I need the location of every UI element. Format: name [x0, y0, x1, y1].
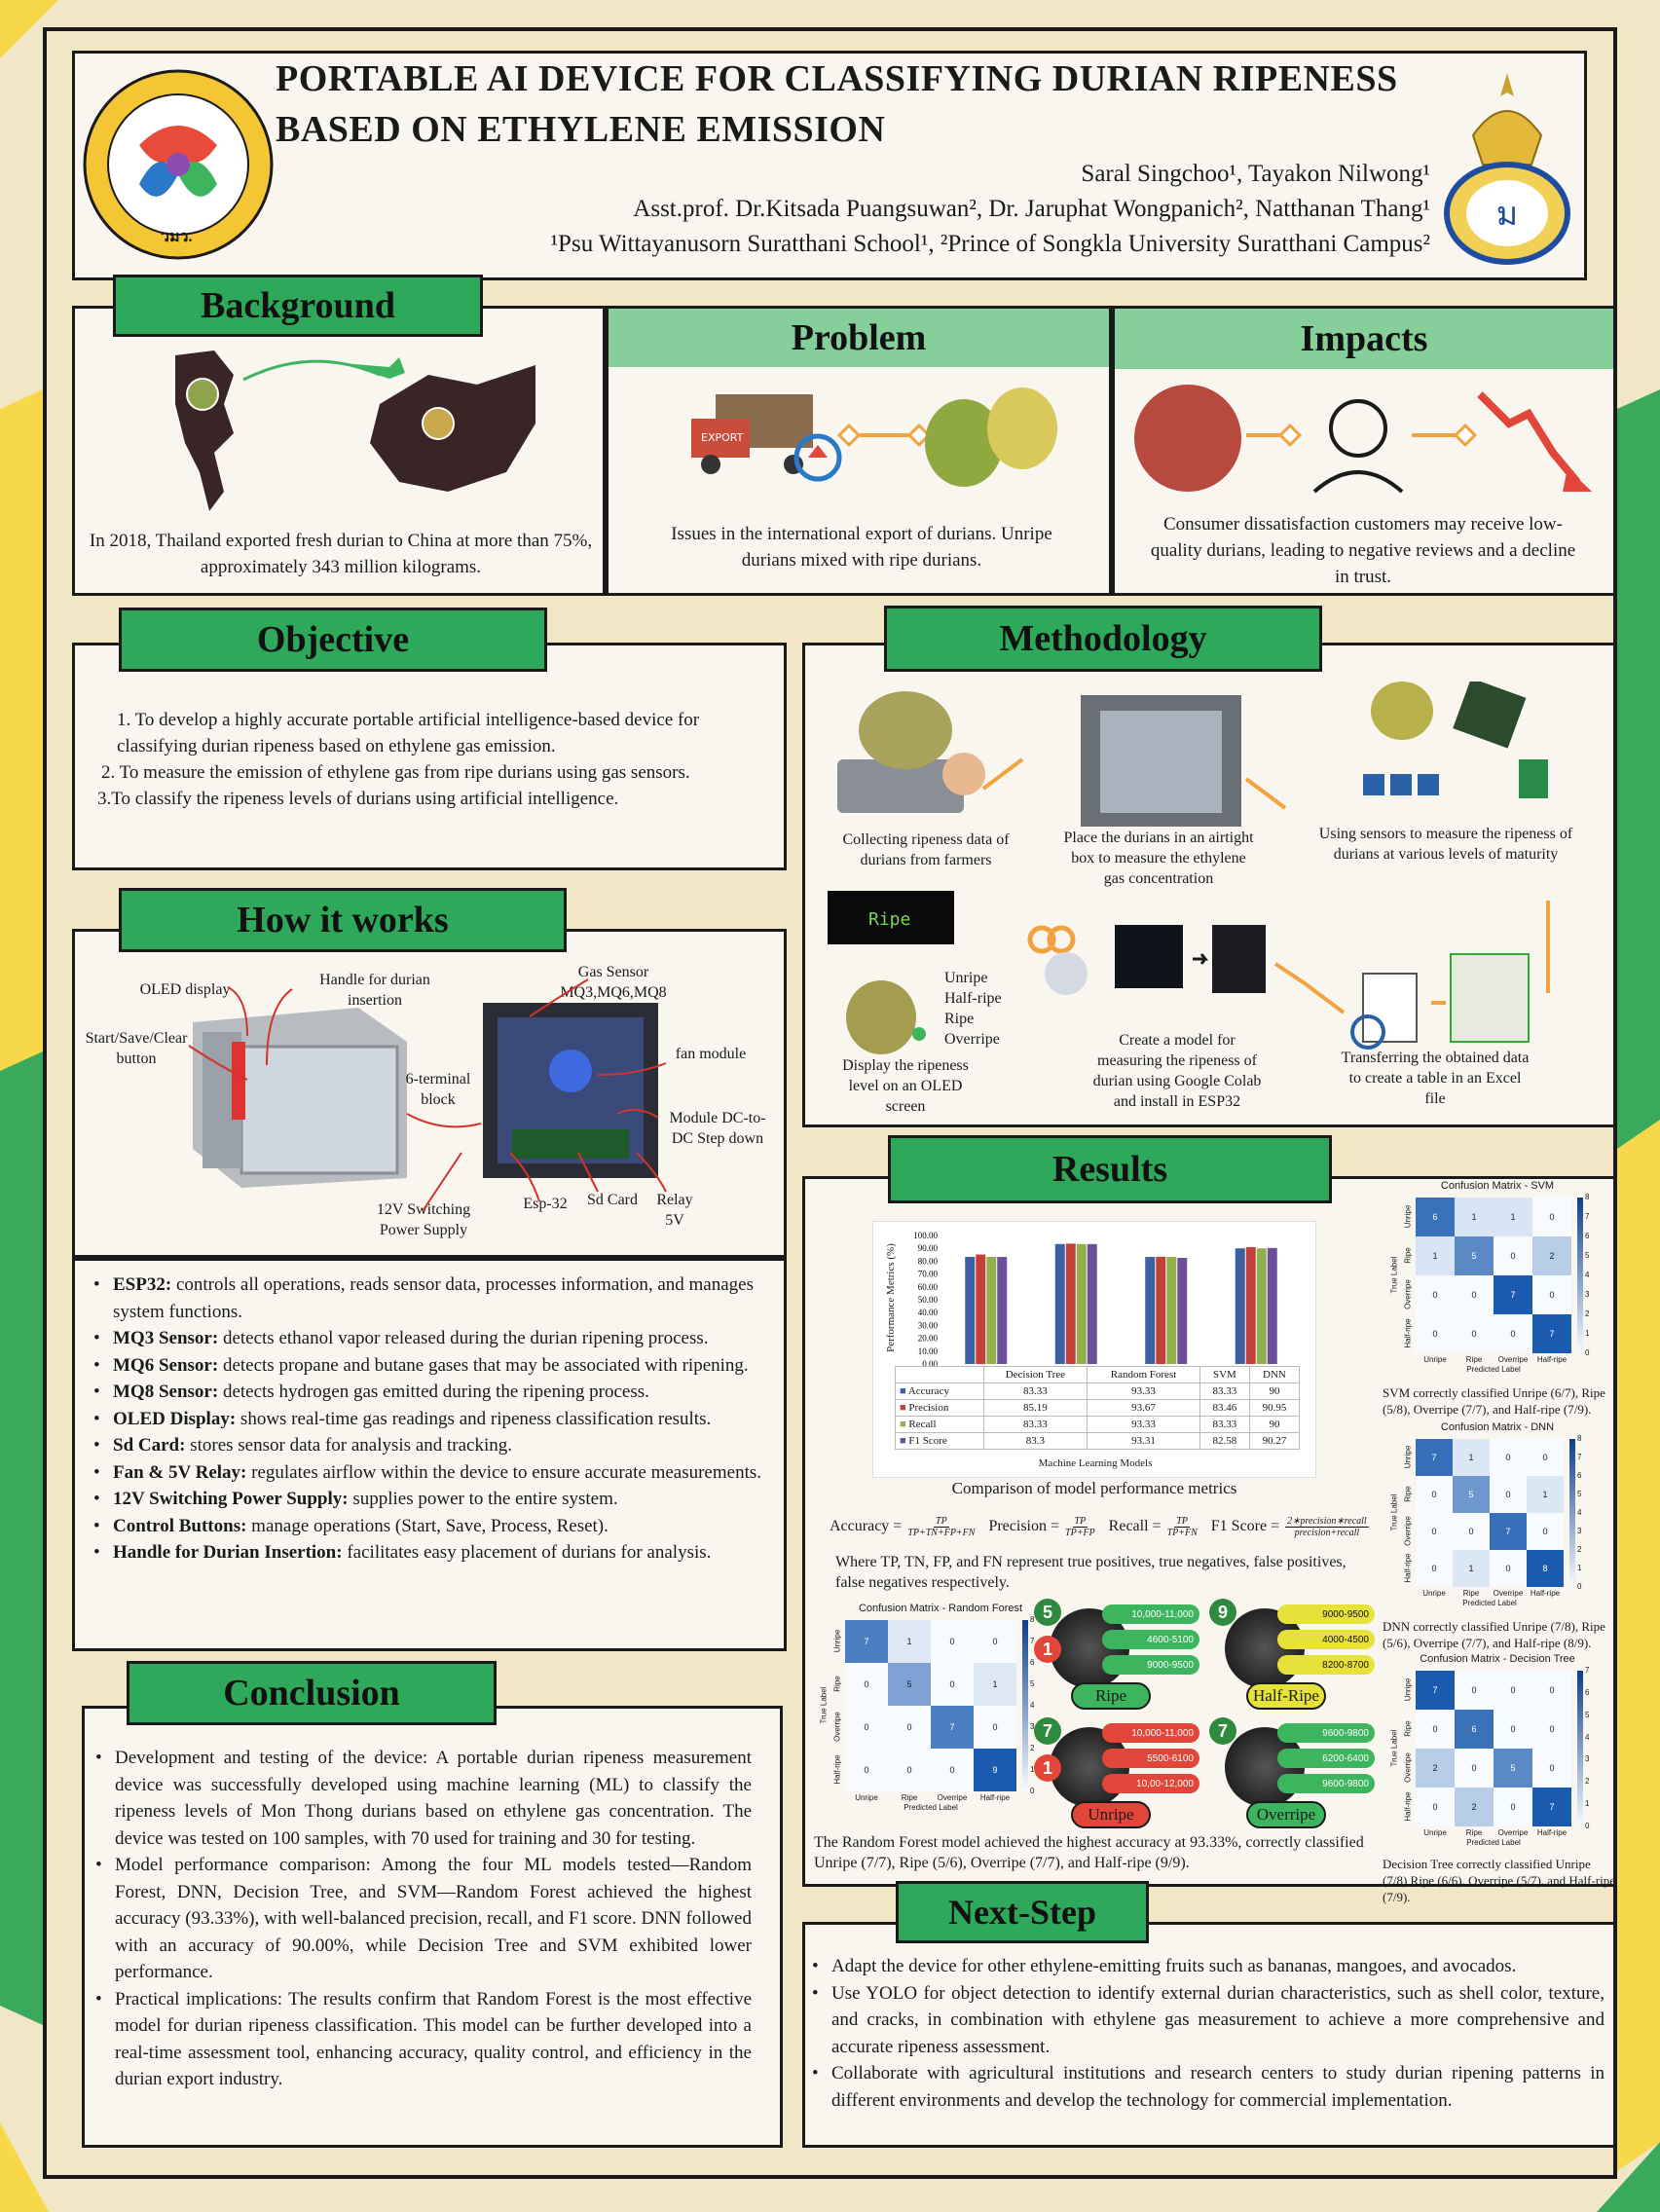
next-step-item: • Use YOLO for object detection to identify external durian characteristics, such as shell color, texture, and cracks, in combination with ethylene gas measurement to achieve a more comprehensive and accurate ripeness assessment.: [810, 1980, 1605, 2061]
table-row: ■ F1 Score 83.3 93.31 82.58 90.27: [896, 1433, 1300, 1450]
cm-x-tick: Half-ripe: [979, 1793, 1011, 1802]
cm-y-tick: Half-ripe: [832, 1754, 842, 1785]
cm-cell: 1: [1455, 1198, 1494, 1236]
cm-x-tick: Unripe: [1423, 1355, 1447, 1364]
gas-reading-cards: [1032, 1597, 1383, 1830]
ripeness-label: Unripe: [1071, 1801, 1151, 1828]
cm-colorbar-tick: 5: [1030, 1679, 1035, 1688]
cm-cell: 0: [845, 1749, 888, 1791]
cm-cell: 7: [1416, 1439, 1453, 1476]
ripeness-level: Ripe: [944, 1011, 975, 1027]
rf-caption: The Random Forest model achieved the highest accuracy at 93.33%, correctly classified Unripe (7/7), Ripe (5/6), Overripe (7/7), and Half-ripe (9/9).: [814, 1834, 1364, 1871]
y-tick-label: 100.00: [913, 1231, 938, 1240]
gas-card-unripe: [1032, 1715, 1205, 1830]
table-header: Random Forest: [1088, 1367, 1200, 1383]
cm-colorbar-tick: 2: [1585, 1309, 1590, 1318]
cm-ylabel: True Label: [1389, 1493, 1399, 1531]
label-oled-display: OLED display: [139, 981, 231, 998]
y-tick-label: 70.00: [917, 1269, 938, 1279]
confusion-matrix-svm: [1384, 1180, 1610, 1384]
objective-list: [97, 707, 769, 812]
logo-caption: วมว.: [161, 229, 193, 245]
badge-count: 9: [1209, 1599, 1236, 1626]
formula-note: Where TP, TN, FP, and FN represent true positives, true negatives, false positives, false negatives respectively.: [835, 1554, 1346, 1591]
methodology-heading: Methodology: [884, 606, 1322, 672]
bar-f1-score: [1088, 1244, 1097, 1364]
gas-range: 9000-9500: [1102, 1655, 1199, 1675]
cm-cell: 0: [1416, 1314, 1455, 1353]
method-step-5: Create a model for measuring the ripeness of durian using Google Colab and install in ESP32: [1092, 1032, 1262, 1110]
cm-ylabel: True Label: [1389, 1256, 1399, 1294]
cm-cell: 5: [1453, 1476, 1490, 1513]
gas-card-half-ripe: [1207, 1597, 1381, 1712]
cm-cell: 0: [1532, 1198, 1571, 1236]
cm-x-tick: Ripe: [1465, 1828, 1483, 1837]
ripeness-label: Ripe: [1071, 1682, 1151, 1710]
cm-cell: 0: [1532, 1749, 1571, 1788]
cm-y-tick: Overripe: [1403, 1752, 1413, 1783]
cm-title: Confusion Matrix - DNN: [1440, 1421, 1555, 1433]
cm-x-tick: Unripe: [1422, 1589, 1446, 1598]
bar-f1-score: [1177, 1258, 1187, 1364]
authors-line2: Asst.prof. Dr.Kitsada Puangsuwan², Dr. Jaruphat Wongpanich², Natthanan Thang¹: [633, 196, 1430, 222]
cm-cell: 0: [1494, 1236, 1532, 1275]
cm-cell: 0: [1490, 1476, 1527, 1513]
cm-cell: 0: [1416, 1788, 1455, 1826]
cm-y-tick: Unripe: [1403, 1204, 1413, 1229]
y-tick-label: 30.00: [917, 1320, 938, 1331]
cm-x-tick: Unripe: [1423, 1828, 1447, 1837]
table-row: ■ Recall 83.33 93.33 83.33 90: [896, 1417, 1300, 1433]
y-tick-label: 60.00: [917, 1281, 938, 1292]
label-handle: Handle for durian insertion: [319, 972, 430, 1009]
confusion-matrix-decision-tree: [1384, 1653, 1610, 1854]
y-tick-label: 40.00: [917, 1308, 938, 1318]
label-power-supply: 12V Switching Power Supply: [376, 1201, 471, 1238]
impacts-text: Consumer dissatisfaction customers may receive low-quality durians, leading to negative reviews and a decline in trust.: [1150, 514, 1576, 587]
cm-cell: 0: [845, 1706, 888, 1749]
impacts-illustration: [1120, 375, 1606, 501]
cm-colorbar-tick: 6: [1585, 1232, 1590, 1240]
problem-heading: Problem: [609, 309, 1109, 367]
cm-cell: 0: [1416, 1476, 1453, 1513]
cm-colorbar-tick: 0: [1577, 1582, 1582, 1591]
objective-item: 3.To classify the ripeness levels of durians using artificial intelligence.: [97, 789, 619, 809]
cm-colorbar-tick: 5: [1585, 1251, 1590, 1260]
y-tick-label: 0.00: [922, 1359, 938, 1369]
cm-cell: 0: [1532, 1671, 1571, 1710]
cm-colorbar-tick: 1: [1585, 1799, 1590, 1809]
cm-cell: 0: [1453, 1513, 1490, 1550]
label-terminal-block: 6-terminal block: [405, 1071, 471, 1108]
cm-x-tick: Ripe: [901, 1793, 918, 1802]
next-step-list: [810, 1953, 1605, 2114]
cm-cell: 7: [845, 1620, 888, 1663]
cm-cell: 0: [1490, 1439, 1527, 1476]
cm-colorbar-tick: 2: [1030, 1744, 1035, 1752]
cm-colorbar-tick: 8: [1577, 1434, 1582, 1443]
background-heading: Background: [113, 275, 483, 337]
gas-card-ripe: [1032, 1597, 1205, 1712]
gas-card-overripe: [1207, 1715, 1381, 1830]
cm-colorbar-tick: 1: [1030, 1765, 1035, 1774]
component-item: • Control Buttons: manage operations (Start, Save, Process, Reset).: [92, 1513, 773, 1540]
cm-cell: 7: [1416, 1671, 1455, 1710]
metric-formulas: Accuracy = $\frac{TP}{TP+TN+FP+FN}$ Precision = $\frac{TP}{TP+FP}$ Recall = $\frac{TP}{TP+FN}$ F1 Score = 2∗precision∗recall precision+recall: [830, 1515, 1367, 1538]
cm-y-tick: Half-ripe: [1403, 1318, 1413, 1348]
objective-heading: Objective: [119, 608, 547, 672]
cm-cell: 0: [1494, 1671, 1532, 1710]
label-sd-card: Sd Card: [587, 1192, 638, 1208]
badge-count: 1: [1034, 1754, 1061, 1782]
cm-x-tick: Ripe: [1462, 1589, 1480, 1598]
bar-recall: [1257, 1248, 1267, 1364]
cm-colorbar-tick: 1: [1585, 1329, 1590, 1338]
cm-cell: 1: [1494, 1198, 1532, 1236]
cm-y-tick: Overripe: [1403, 1279, 1413, 1309]
thailand-china-map-illustration: [156, 346, 545, 516]
y-tick-label: 80.00: [917, 1256, 938, 1267]
cm-xlabel: Predicted Label: [904, 1803, 958, 1812]
cm-cell: 0: [1455, 1314, 1494, 1353]
cm-colorbar-tick: 4: [1030, 1701, 1035, 1710]
cm-cell: 7: [931, 1706, 974, 1749]
cm-colorbar-tick: 1: [1577, 1564, 1582, 1572]
bar-accuracy: [1145, 1257, 1155, 1364]
bar-f1-score: [1268, 1248, 1277, 1364]
bar-recall: [1077, 1244, 1087, 1364]
cm-y-tick: Half-ripe: [1403, 1791, 1413, 1822]
poster-title-line1: PORTABLE AI DEVICE FOR CLASSIFYING DURIAN RIPENESS: [276, 58, 1398, 99]
bar-chart-card: [872, 1221, 1316, 1478]
problem-text: Issues in the international export of durians. Unripe durians mixed with ripe durians.: [671, 524, 1052, 571]
component-item: • Handle for Durian Insertion: facilitates easy placement of durians for analysis.: [92, 1539, 773, 1567]
bar-precision: [1066, 1243, 1076, 1364]
cm-cell: 0: [845, 1663, 888, 1706]
cm-cell: 0: [1494, 1314, 1532, 1353]
bar-f1-score: [997, 1257, 1007, 1364]
cm-cell: 0: [1494, 1788, 1532, 1826]
cm-xlabel: Predicted Label: [1466, 1838, 1521, 1847]
cm-cell: 0: [931, 1749, 974, 1791]
cm-cell: 1: [1527, 1476, 1564, 1513]
ripeness-label: Overripe: [1246, 1801, 1326, 1828]
how-it-works-heading: How it works: [119, 888, 567, 952]
svg-text:Ripe: Ripe: [868, 909, 911, 930]
conclusion-list: [93, 1745, 752, 2093]
cm-x-tick: Half-ripe: [1536, 1355, 1568, 1364]
label-fan-module: fan module: [675, 1046, 747, 1062]
next-step-heading: Next-Step: [896, 1881, 1149, 1943]
cm-colorbar-tick: 4: [1585, 1732, 1590, 1742]
bar-recall: [986, 1257, 996, 1364]
cm-colorbar-tick: 3: [1030, 1722, 1035, 1731]
bar-accuracy: [1055, 1244, 1065, 1364]
cm-ylabel: True Label: [1389, 1729, 1399, 1767]
cm-xlabel: Predicted Label: [1466, 1365, 1521, 1374]
component-item: • Sd Card: stores sensor data for analysis and tracking.: [92, 1432, 773, 1459]
dt-caption: Decision Tree correctly classified Unripe (7/8) Ripe (6/6), Overripe (5/7), and Half-ripe (7/9).: [1383, 1857, 1615, 1904]
cm-title: Confusion Matrix - Random Forest: [858, 1603, 1023, 1614]
gas-range: 9600-9800: [1277, 1774, 1375, 1793]
cm-colorbar-tick: 7: [1577, 1453, 1582, 1461]
cm-xlabel: Predicted Label: [1462, 1599, 1517, 1607]
cm-cell: 0: [974, 1706, 1016, 1749]
method-step-3: Using sensors to measure the ripeness of durians at various levels of maturity: [1318, 826, 1573, 863]
cm-y-tick: Ripe: [1403, 1720, 1413, 1737]
ripeness-level: Overripe: [944, 1031, 1000, 1048]
component-item: • MQ3 Sensor: detects ethanol vapor released during the durian ripening process.: [92, 1325, 773, 1352]
bar-accuracy: [1236, 1248, 1245, 1364]
gas-range: 4000-4500: [1277, 1630, 1375, 1649]
objective-item: 1. To develop a highly accurate portable artificial intelligence-based device for classifying durian ripeness based on ethylene gas emission.: [117, 710, 700, 756]
cm-colorbar-tick: 3: [1585, 1290, 1590, 1299]
dnn-caption: DNN correctly classified Unripe (7/8), Ripe (5/6), Overripe (7/7), and Half-ripe (8/9).: [1383, 1619, 1605, 1650]
cm-y-tick: Ripe: [832, 1676, 842, 1692]
cm-title: Confusion Matrix - SVM: [1440, 1180, 1555, 1192]
component-item: • MQ8 Sensor: detects hydrogen gas emitted during the ripening process.: [92, 1379, 773, 1406]
method-step-1: Collecting ripeness data of durians from farmers: [842, 831, 1010, 868]
cm-x-tick: Half-ripe: [1536, 1828, 1568, 1837]
svg-text:EXPORT: EXPORT: [701, 431, 744, 444]
cm-colorbar-tick: 7: [1585, 1212, 1590, 1221]
export-problem-illustration: [686, 375, 1066, 501]
badge-count: 7: [1034, 1717, 1061, 1745]
y-tick-label: 90.00: [917, 1243, 938, 1254]
cm-cell: 0: [1455, 1671, 1494, 1710]
cm-title: Confusion Matrix - Decision Tree: [1420, 1653, 1575, 1665]
table-header: SVM: [1199, 1367, 1249, 1383]
svg-text:ม: ม: [1495, 195, 1519, 234]
gas-range: 10,000-11,000: [1102, 1604, 1199, 1624]
label-dcdc: Module DC-to-DC Step down: [669, 1110, 766, 1147]
cm-colorbar: [1577, 1671, 1583, 1826]
cm-colorbar-tick: 6: [1577, 1471, 1582, 1480]
svm-caption: SVM correctly classified Unripe (6/7), Ripe (5/8), Overripe (7/7), and Half-ripe (7/9).: [1383, 1385, 1605, 1417]
gas-range: 4600-5100: [1102, 1630, 1199, 1649]
cm-x-tick: Overripe: [1497, 1355, 1529, 1364]
cm-cell: 0: [1455, 1749, 1494, 1788]
cm-cell: 0: [931, 1620, 974, 1663]
badge-count: 7: [1209, 1717, 1236, 1745]
cm-cell: 6: [1455, 1710, 1494, 1749]
gas-range: 10,000-11,000: [1102, 1723, 1199, 1743]
cm-ylabel: True Label: [819, 1686, 829, 1724]
y-tick-label: 50.00: [917, 1295, 938, 1305]
cm-cell: 7: [1490, 1513, 1527, 1550]
method-step-2: Place the durians in an airtight box to measure the ethylene gas concentration: [1063, 830, 1254, 887]
cm-colorbar-tick: 0: [1585, 1348, 1590, 1357]
label-leader-lines: [72, 929, 787, 1258]
cm-y-tick: Half-ripe: [1403, 1553, 1413, 1583]
cm-colorbar-tick: 7: [1585, 1666, 1590, 1675]
authors-line3: ¹Psu Wittayanusorn Suratthani School¹, ²Prince of Songkla University Suratthani Campus²: [550, 231, 1430, 257]
cm-colorbar: [1569, 1439, 1575, 1587]
chart-ylabel: Performance Metrics (%): [885, 1243, 897, 1352]
cm-cell: 9: [974, 1749, 1016, 1791]
ripeness-label: Half-Ripe: [1246, 1682, 1326, 1710]
cm-cell: 1: [888, 1620, 931, 1663]
cm-colorbar-tick: 2: [1577, 1545, 1582, 1554]
university-seal: [1434, 67, 1580, 268]
component-item: • 12V Switching Power Supply: supplies power to the entire system.: [92, 1486, 773, 1513]
cm-cell: 1: [1453, 1550, 1490, 1587]
cm-cell: 0: [1416, 1275, 1455, 1314]
ripeness-level: Half-ripe: [944, 990, 1002, 1007]
cm-colorbar: [1022, 1620, 1028, 1791]
y-tick-label: 20.00: [917, 1333, 938, 1344]
component-item: • OLED Display: shows real-time gas readings and ripeness classification results.: [92, 1406, 773, 1433]
cm-colorbar-tick: 6: [1030, 1658, 1035, 1667]
cm-colorbar-tick: 6: [1585, 1687, 1590, 1697]
cm-y-tick: Unripe: [1403, 1445, 1413, 1469]
table-row: ■ Accuracy 83.33 93.33 83.33 90: [896, 1383, 1300, 1400]
next-step-item: • Collaborate with agricultural institutions and research centers to study durian ripening patterns in different environments and develop the technology for commercial implementation.: [810, 2060, 1605, 2114]
cm-y-tick: Unripe: [832, 1629, 842, 1653]
cm-colorbar-tick: 7: [1030, 1637, 1035, 1645]
badge-count: 5: [1034, 1599, 1061, 1626]
bar-recall: [1166, 1257, 1176, 1364]
cm-cell: 0: [1494, 1710, 1532, 1749]
background-text: In 2018, Thailand exported fresh durian to China at more than 75%, approximately 343 million kilograms.: [89, 531, 593, 577]
cm-cell: 1: [1416, 1236, 1455, 1275]
bar-precision: [1246, 1247, 1256, 1364]
badge-count: 1: [1034, 1636, 1061, 1663]
cm-cell: 1: [1453, 1439, 1490, 1476]
table-row: [896, 1367, 1300, 1383]
bar-accuracy: [965, 1257, 975, 1364]
gas-range: 10,00-12,000: [1102, 1774, 1199, 1793]
cm-cell: 2: [1532, 1236, 1571, 1275]
cm-cell: 0: [1527, 1439, 1564, 1476]
cm-colorbar-tick: 5: [1585, 1710, 1590, 1719]
authors-line1: Saral Singchoo¹, Tayakon Nilwong¹: [1081, 161, 1430, 187]
cm-x-tick: Overripe: [1497, 1828, 1529, 1837]
gas-range: 5500-6100: [1102, 1749, 1199, 1768]
cm-cell: 7: [1532, 1314, 1571, 1353]
cm-cell: 6: [1416, 1198, 1455, 1236]
cm-x-tick: Half-ripe: [1530, 1589, 1561, 1598]
chart-caption: Comparison of model performance metrics: [951, 1479, 1237, 1497]
cm-cell: 2: [1455, 1788, 1494, 1826]
cm-colorbar-tick: 8: [1585, 1193, 1590, 1201]
title-block: [72, 51, 1587, 280]
cm-cell: 1: [974, 1663, 1016, 1706]
cm-cell: 8: [1527, 1550, 1564, 1587]
cm-cell: 0: [1416, 1513, 1453, 1550]
confusion-matrix-random-forest: [814, 1603, 1067, 1819]
conclusion-item: • Model performance comparison: Among the four ML models tested—Random Forest, DNN, Decision Tree, and SVM—Random Forest achieved the highest accuracy (93.33%), with well-balanced precision, recall, and F1 score. DNN followed with an accuracy of 90.00%, while Decision Tree and SVM exhibited lower performance.: [93, 1852, 752, 1986]
cm-x-tick: Unripe: [855, 1793, 878, 1802]
impacts-heading: Impacts: [1115, 309, 1613, 369]
cm-y-tick: Unripe: [1403, 1677, 1413, 1702]
cm-colorbar-tick: 2: [1585, 1777, 1590, 1787]
label-start-button: Start/Save/Clear button: [85, 1030, 188, 1067]
ripeness-level: Unripe: [944, 970, 988, 986]
cm-colorbar-tick: 4: [1577, 1508, 1582, 1517]
objective-item: 2. To measure the emission of ethylene gas from ripe durians using gas sensors.: [101, 762, 690, 783]
cm-colorbar-tick: 8: [1030, 1615, 1035, 1624]
cm-cell: 2: [1416, 1749, 1455, 1788]
conclusion-item: • Practical implications: The results confirm that Random Forest is the most effective model for durian ripeness classification. This model can be further developed into a real-time assessment tool, enhancing accuracy, quality control, and efficiency in the durian export industry.: [93, 1986, 752, 2093]
method-step-6: Transferring the obtained data to create a table in an Excel file: [1341, 1050, 1530, 1107]
cm-y-tick: Overripe: [832, 1712, 842, 1742]
label-gas-sensor: Gas Sensor MQ3,MQ6,MQ8: [560, 964, 667, 1001]
table-header: DNN: [1249, 1367, 1299, 1383]
chart-xlabel: Machine Learning Models: [1038, 1457, 1153, 1469]
cm-cell: 0: [1527, 1513, 1564, 1550]
cm-y-tick: Ripe: [1403, 1247, 1413, 1264]
cm-cell: 0: [888, 1706, 931, 1749]
y-tick-label: 10.00: [917, 1346, 938, 1356]
component-item: • MQ6 Sensor: detects propane and butane gases that may be associated with ripening.: [92, 1352, 773, 1380]
cm-cell: 5: [888, 1663, 931, 1706]
cm-cell: 0: [1532, 1710, 1571, 1749]
poster-title-line2: BASED ON ETHYLENE EMISSION: [276, 109, 886, 150]
cm-cell: 7: [1532, 1788, 1571, 1826]
ripeness-level-list: [944, 968, 1002, 1050]
cm-cell: 0: [1416, 1550, 1453, 1587]
gas-range: 8200-8700: [1277, 1655, 1375, 1675]
bar-precision: [976, 1255, 985, 1364]
gas-range: 6200-6400: [1277, 1749, 1375, 1768]
cm-cell: 0: [974, 1620, 1016, 1663]
cm-colorbar-tick: 0: [1585, 1822, 1590, 1830]
performance-bar-chart: [873, 1222, 1317, 1387]
conclusion-heading: Conclusion: [127, 1661, 497, 1725]
conclusion-item: • Development and testing of the device: A portable durian ripeness measurement device was successfully developed using machine learning (ML) to classify the ripeness levels of Mon Thong durians based on ethylene gas concentration. The device was tested on 100 samples, with 70 used for training and 30 for testing.: [93, 1745, 752, 1852]
bar-precision: [1156, 1257, 1165, 1364]
cm-cell: 0: [1532, 1275, 1571, 1314]
gas-range: 9000-9500: [1277, 1604, 1375, 1624]
performance-table: [895, 1366, 1300, 1450]
table-row: ■ Precision 85.19 93.67 83.46 90.95: [896, 1400, 1300, 1417]
cm-cell: 0: [1455, 1275, 1494, 1314]
cm-colorbar-tick: 5: [1577, 1490, 1582, 1498]
cm-x-tick: Overripe: [1493, 1589, 1524, 1598]
cm-colorbar-tick: 4: [1585, 1271, 1590, 1279]
cm-colorbar-tick: 3: [1577, 1527, 1582, 1535]
next-step-item: • Adapt the device for other ethylene-emitting fruits such as bananas, mangoes, and avocados.: [810, 1953, 1605, 1980]
cm-y-tick: Ripe: [1403, 1486, 1413, 1502]
table-header: Decision Tree: [983, 1367, 1088, 1383]
cm-y-tick: Overripe: [1403, 1516, 1413, 1546]
cm-cell: 0: [888, 1749, 931, 1791]
confusion-matrix-dnn: [1384, 1421, 1610, 1616]
cm-cell: 0: [931, 1663, 974, 1706]
cm-colorbar-tick: 0: [1030, 1787, 1035, 1795]
cm-cell: 5: [1455, 1236, 1494, 1275]
component-item: • Fan & 5V Relay: regulates airflow within the device to ensure accurate measurements.: [92, 1459, 773, 1487]
cm-cell: 5: [1494, 1749, 1532, 1788]
cm-colorbar: [1577, 1198, 1583, 1353]
cm-cell: 0: [1490, 1550, 1527, 1587]
cm-x-tick: Overripe: [937, 1793, 968, 1802]
cm-colorbar-tick: 3: [1585, 1754, 1590, 1764]
component-item: • ESP32: controls all operations, reads sensor data, processes information, and manages system functions.: [92, 1272, 773, 1325]
method-step-4: Display the ripeness level on an OLED screen: [842, 1057, 969, 1115]
results-heading: Results: [888, 1135, 1332, 1203]
cm-x-tick: Ripe: [1465, 1355, 1483, 1364]
cm-cell: 7: [1494, 1275, 1532, 1314]
gas-range: 9600-9800: [1277, 1723, 1375, 1743]
label-relay: Relay 5V: [656, 1192, 693, 1229]
components-list: [92, 1272, 773, 1567]
label-esp32: Esp-32: [523, 1196, 568, 1212]
cm-cell: 0: [1416, 1710, 1455, 1749]
